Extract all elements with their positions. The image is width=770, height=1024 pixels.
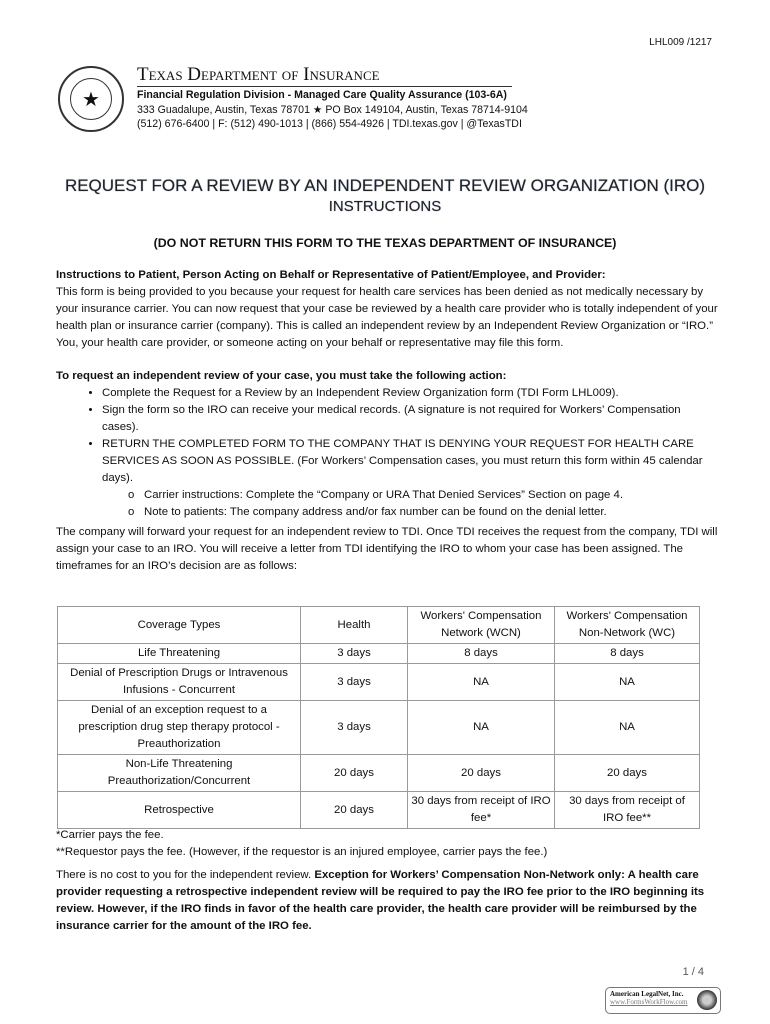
cell: NA (555, 664, 700, 701)
cost-text: There is no cost to you for the independent review. (56, 869, 315, 881)
action-heading: To request an independent review of your case, you must take the following action: (56, 370, 507, 382)
tdi-seal-logo (58, 66, 124, 132)
address: 333 Guadalupe, Austin, Texas 78701 ★ PO Box 149104, Austin, Texas 78714-9104 (137, 103, 528, 116)
footnote: **Requestor pays the fee. (However, if the requestor is an injured employee, carrier pays the fee.) (56, 846, 548, 858)
star-icon: ★ (70, 78, 112, 120)
action-list (56, 385, 718, 521)
cell: NA (555, 701, 700, 755)
watermark-name: American LegalNet, Inc. (610, 990, 684, 998)
cost-exception: Exception for Workers’ Compensation Non-Network only: A health care provider requesting a retrospective independent review will be required to pay the IRO fee prior to the IRO beginning its review. However, if the IRO finds in favor of the health care provider, the health care provider will be reimbursed by the insurance carrier for the amount of the IRO fee. (56, 869, 705, 932)
cell: Denial of an exception request to a prescription drug step therapy protocol - Preauthorization (58, 701, 301, 755)
intro-heading: Instructions to Patient, Person Acting on Behalf or Representative of Patient/Employee, and Provider: (56, 269, 606, 281)
column-header: Health (301, 607, 408, 644)
sub-action-list (102, 487, 718, 521)
cell: 3 days (301, 701, 408, 755)
cell: Non-Life Threatening Preauthorization/Concurrent (58, 755, 301, 792)
table-row (58, 664, 700, 701)
watermark-logo (605, 987, 721, 1014)
table-row (58, 701, 700, 755)
cell: Denial of Prescription Drugs or Intravenous Infusions - Concurrent (58, 664, 301, 701)
form-number: LHL009 /1217 (649, 37, 712, 48)
action-item (102, 436, 718, 521)
column-header: Workers' Compensation Non-Network (WC) (555, 607, 700, 644)
notes (56, 827, 718, 935)
agency-name: Texas Department of Insurance (137, 64, 512, 87)
cell: Life Threatening (58, 644, 301, 664)
watermark-url: www.FormsWorkFlow.com (610, 998, 688, 1006)
sub-action-item: o Note to patients: The company address and/or fax number can be found on the denial letter. (144, 504, 718, 521)
document-title: REQUEST FOR A REVIEW BY AN INDEPENDENT REVIEW ORGANIZATION (IRO) (64, 176, 706, 195)
cell: Retrospective (58, 792, 301, 829)
sub-action-item: o Carrier instructions: Complete the “Company or URA That Denied Services” Section on page 4. (144, 487, 718, 504)
page-number: 1 / 4 (682, 966, 704, 978)
cell: 20 days (301, 755, 408, 792)
table-row (58, 644, 700, 664)
cell: 30 days from receipt of IRO fee* (408, 792, 555, 829)
cell: NA (408, 664, 555, 701)
contact: (512) 676-6400 | F: (512) 490-1013 | (866) 554-4926 | TDI.texas.gov | @TexasTDI (137, 118, 522, 130)
agency-header (137, 88, 528, 132)
column-header: Coverage Types (58, 607, 301, 644)
action-text: RETURN THE COMPLETED FORM TO THE COMPANY THAT IS DENYING YOUR REQUEST FOR HEALTH CARE SERVICES AS SOON AS POSSIBLE. (For Workers’ Compensation cases, you must return this form within 45 calendar days). (102, 438, 703, 484)
cell: 8 days (408, 644, 555, 664)
action-item: • Sign the form so the IRO can receive your medical records. (A signature is not required for Workers’ Compensation cases). (102, 402, 718, 436)
table-row (58, 755, 700, 792)
cell: 20 days (301, 792, 408, 829)
globe-icon (697, 990, 717, 1010)
notice: (DO NOT RETURN THIS FORM TO THE TEXAS DEPARTMENT OF INSURANCE) (153, 236, 617, 250)
timeframes-table (57, 606, 700, 829)
table-header-row (58, 607, 700, 644)
footnote: *Carrier pays the fee. (56, 829, 164, 841)
cell: 3 days (301, 664, 408, 701)
cell: 20 days (555, 755, 700, 792)
document-subtitle: INSTRUCTIONS (328, 198, 442, 215)
cell: 20 days (408, 755, 555, 792)
cost-paragraph (56, 867, 718, 935)
intro (56, 267, 718, 575)
cell: 30 days from receipt of IRO fee** (555, 792, 700, 829)
column-header: Workers' Compensation Network (WCN) (408, 607, 555, 644)
division: Financial Regulation Division - Managed Care Quality Assurance (103-6A) (137, 89, 507, 101)
cell: 3 days (301, 644, 408, 664)
forward-text: The company will forward your request for an independent review to TDI. Once TDI receives the request from the company, TDI will assign your case to an IRO. You will receive a letter from TDI identifying the IRO to whom your case has been assigned. The timeframes for an IRO’s decision are as follows: (56, 526, 718, 572)
cell: 8 days (555, 644, 700, 664)
table-row (58, 792, 700, 829)
action-item: • Complete the Request for a Review by an Independent Review Organization form (TDI Form LHL009). (102, 385, 718, 402)
cell: NA (408, 701, 555, 755)
intro-text: This form is being provided to you because your request for health care services has been denied as not medically necessary by your insurance carrier. You can now request that your case be reviewed by a health care provider who is totally independent of your health plan or insurance carrier (company). This is called an independent review by an Independent Review Organization or “IRO.” You, your health care provider, or someone acting on your behalf or representative may file this form. (56, 286, 718, 349)
